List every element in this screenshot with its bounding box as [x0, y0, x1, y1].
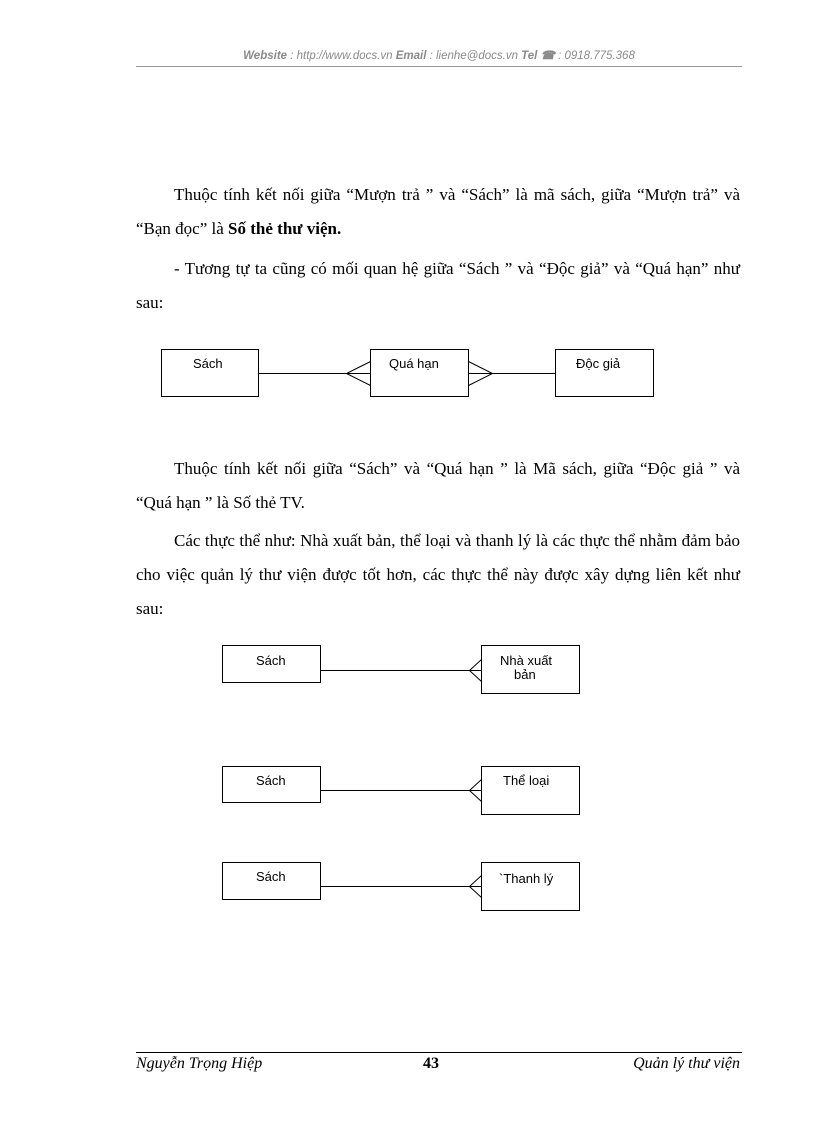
paragraph-2-text: - Tương tự ta cũng có mối quan hệ giữa “Sách ” và “Độc giả” và “Quá hạn” như sau: [136, 259, 740, 312]
page-number: 43 [423, 1055, 439, 1072]
entity-label-thanh-ly: `Thanh lý [499, 871, 554, 886]
entity-box-thanh-ly [482, 863, 580, 911]
paragraph-3-text: Thuộc tính kết nối giữa “Sách” và “Quá hạn ” là Mã sách, giữa “Độc giả ” và “Quá hạn ” là Số thẻ TV. [136, 459, 740, 512]
footer-doc-title: Quản lý thư viện [633, 1055, 740, 1072]
footer-rule [136, 1052, 742, 1053]
paragraph-4-text: Các thực thể như: Nhà xuất bản, thể loại và thanh lý là các thực thể nhằm đảm bảo cho việc quản lý thư viện được tốt hơn, các thực thể này được xây dựng liên kết như sau: [136, 531, 740, 618]
entity-label-nha-xuat-ban-2: bản [514, 667, 536, 682]
entity-label-the-loai: Thể loại [503, 773, 550, 788]
entity-label-sach-2: Sách [256, 773, 286, 788]
email-label: Email [395, 50, 427, 62]
paragraph-1-text: Thuộc tính kết nối giữa “Mượn trả ” và “Sách” là mã sách, giữa “Mượn trả” và “Bạn đọc” là [136, 185, 740, 238]
paragraph-1-bold: Số thẻ thư viện. [228, 219, 342, 238]
entity-label-sach: Sách [193, 356, 223, 371]
tel-label: Tel [521, 50, 538, 62]
website-label: Website [243, 50, 288, 62]
email-value: : lienhe@docs.vn [426, 50, 522, 62]
footer-author: Nguyễn Trọng Hiệp [136, 1055, 263, 1072]
entity-label-sach-3: Sách [256, 869, 286, 884]
entity-label-sach-1: Sách [256, 653, 286, 668]
entity-label-doc-gia: Độc giả [576, 356, 621, 371]
phone-icon: ☎ [540, 50, 555, 62]
entity-label-nha-xuat-ban-1: Nhà xuất [500, 653, 553, 668]
website-value: : http://www.docs.vn [287, 50, 396, 62]
tel-value: : 0918.775.368 [554, 50, 635, 62]
entity-label-qua-han: Quá hạn [389, 356, 439, 371]
